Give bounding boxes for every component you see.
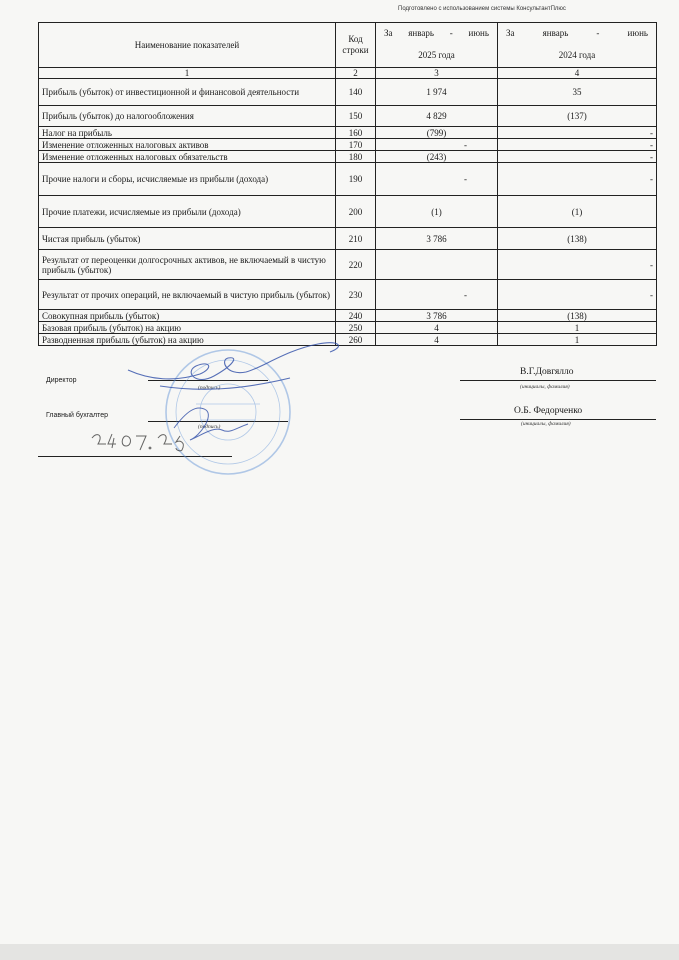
header-2024-month2: июнь bbox=[627, 28, 648, 38]
row-value-2025: (243) bbox=[376, 151, 498, 163]
column-number: 1 bbox=[39, 68, 336, 79]
header-2024-dash: - bbox=[596, 28, 600, 38]
header-2025-za: За bbox=[384, 28, 393, 38]
row-value-2025: 1 974 bbox=[376, 79, 498, 106]
row-value-2024: 1 bbox=[498, 322, 657, 334]
row-value-2025: (799) bbox=[376, 127, 498, 139]
row-value-2024: - bbox=[650, 127, 653, 138]
row-name: Прибыль (убыток) до налогообложения bbox=[39, 106, 336, 127]
row-value-2025: - bbox=[464, 289, 467, 300]
row-name: Результат от прочих операций, не включаемый в чистую прибыль (убыток) bbox=[39, 280, 336, 310]
row-name: Чистая прибыль (убыток) bbox=[39, 228, 336, 250]
row-code: 220 bbox=[336, 250, 376, 280]
header-code-line1: Код bbox=[348, 34, 363, 44]
row-value-2025: 3 786 bbox=[376, 310, 498, 322]
director-name: В.Г.Довгялло bbox=[520, 367, 574, 377]
row-name: Разводненная прибыль (убыток) на акцию bbox=[39, 334, 336, 346]
row-value-2025: 3 786 bbox=[376, 228, 498, 250]
row-value-2025: 4 bbox=[376, 334, 498, 346]
row-code: 170 bbox=[336, 139, 376, 151]
row-name: Базовая прибыль (убыток) на акцию bbox=[39, 322, 336, 334]
row-name: Результат от переоценки долгосрочных активов, не включаемый в чистую прибыль (убыток) bbox=[39, 250, 336, 280]
row-value-2024: (138) bbox=[498, 228, 657, 250]
row-value-2024: - bbox=[650, 289, 653, 300]
row-code: 190 bbox=[336, 163, 376, 196]
row-name: Прибыль (убыток) от инвестиционной и финансовой деятельности bbox=[39, 79, 336, 106]
accountant-name: О.Б. Федорченко bbox=[514, 406, 583, 416]
row-value-2025: 4 bbox=[376, 322, 498, 334]
header-name: Наименование показателей bbox=[39, 23, 336, 68]
row-name: Прочие налоги и сборы, исчисляемые из прибыли (дохода) bbox=[39, 163, 336, 196]
header-2025-month2: июнь bbox=[468, 28, 489, 38]
column-number: 2 bbox=[336, 68, 376, 79]
handwritten-date bbox=[92, 434, 183, 451]
row-code: 210 bbox=[336, 228, 376, 250]
row-code: 230 bbox=[336, 280, 376, 310]
director-label: Директор bbox=[46, 377, 77, 384]
scan-bottom-edge bbox=[0, 944, 679, 960]
row-code: 240 bbox=[336, 310, 376, 322]
row-code: 250 bbox=[336, 322, 376, 334]
row-value-2024: - bbox=[650, 139, 653, 150]
row-value-2024: (138) bbox=[498, 310, 657, 322]
row-value-2024: (1) bbox=[498, 196, 657, 228]
accountant-name-caption: (инициалы, фамилия) bbox=[521, 421, 571, 427]
row-value-2024: - bbox=[650, 151, 653, 162]
header-2024-month1: январь bbox=[542, 28, 569, 38]
row-name: Совокупная прибыль (убыток) bbox=[39, 310, 336, 322]
row-value-2025: 4 829 bbox=[376, 106, 498, 127]
row-value-2025: - bbox=[464, 174, 467, 184]
row-code: 140 bbox=[336, 79, 376, 106]
row-value-2025: (1) bbox=[376, 196, 498, 228]
director-signature-caption: (подпись) bbox=[198, 385, 221, 391]
row-name: Изменение отложенных налоговых обязательств bbox=[39, 151, 336, 163]
header-2025-dash: - bbox=[449, 28, 453, 38]
row-value-2024: 35 bbox=[498, 79, 657, 106]
row-name: Прочие платежи, исчисляемые из прибыли (дохода) bbox=[39, 196, 336, 228]
column-number: 3 bbox=[376, 68, 498, 79]
row-value-2024: - bbox=[650, 259, 653, 270]
accountant-label: Главный бухгалтер bbox=[46, 412, 108, 419]
accountant-signature-scribble bbox=[174, 408, 248, 440]
director-name-caption: (инициалы, фамилия) bbox=[520, 384, 570, 390]
prepared-note: Подготовлено с использованием системы КонсультантПлюс bbox=[398, 6, 566, 12]
row-value-2025: - bbox=[464, 139, 467, 150]
row-code: 160 bbox=[336, 127, 376, 139]
row-value-2024: (137) bbox=[498, 106, 657, 127]
row-value-2024: - bbox=[650, 174, 653, 184]
column-number: 4 bbox=[498, 68, 657, 79]
row-code: 150 bbox=[336, 106, 376, 127]
accountant-signature-caption: (подпись) bbox=[198, 424, 221, 430]
header-2024-za: За bbox=[506, 28, 515, 38]
header-code-line2: строки bbox=[342, 45, 369, 55]
row-value-2024: 1 bbox=[498, 334, 657, 346]
row-code: 200 bbox=[336, 196, 376, 228]
header-2025-year: 2025 года bbox=[418, 50, 455, 60]
header-2024-year: 2024 года bbox=[558, 50, 596, 60]
row-code: 180 bbox=[336, 151, 376, 163]
row-code: 260 bbox=[336, 334, 376, 346]
row-name: Налог на прибыль bbox=[39, 127, 336, 139]
header-2025-month1: январь bbox=[408, 28, 434, 38]
row-name: Изменение отложенных налоговых активов bbox=[39, 139, 336, 151]
